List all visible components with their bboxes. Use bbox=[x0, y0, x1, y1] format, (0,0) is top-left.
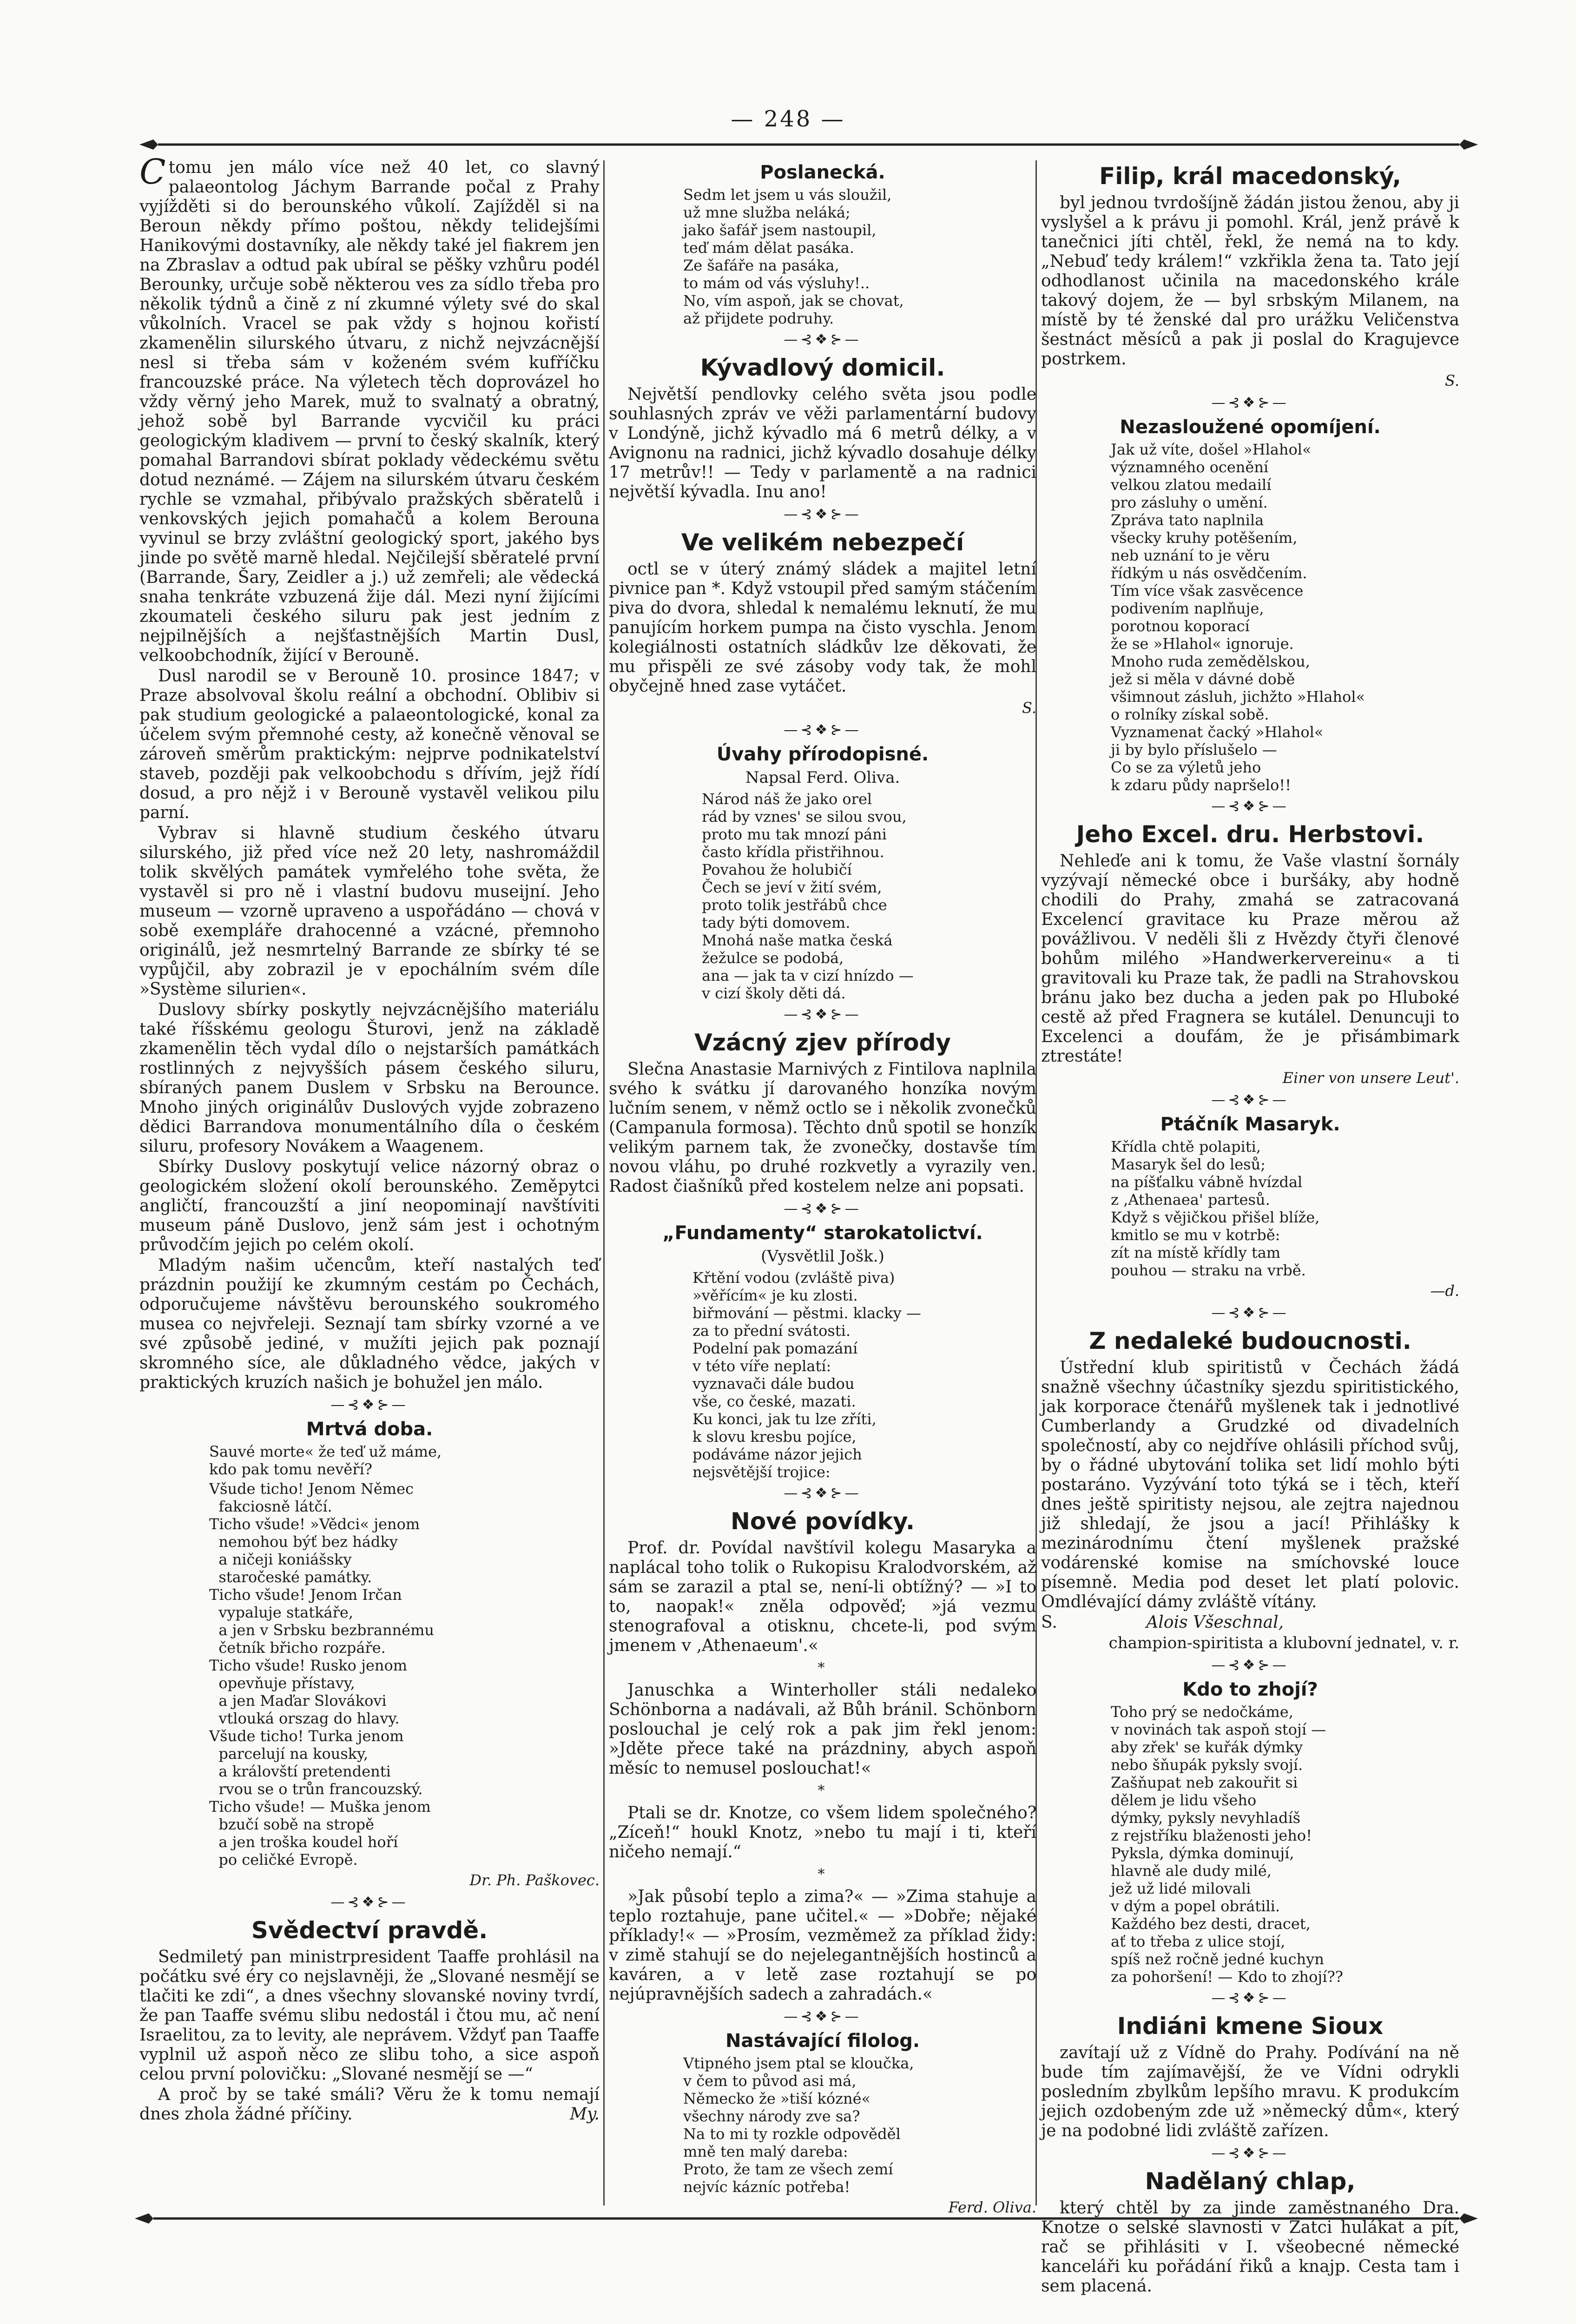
article-filip-text: byl jednou tvrdošíjně žádán jistou ženou, aby ji vyslyšel a k právu ji pomohl. Král, jenž právě k tanečnici jíti chtěl, řekl, že nemá na to kdy. „Nebuď tedy králem!“ vzkřikla žena ta. Tato její odhodlanost učinila na macedonského krále takový dojem, že — byl srbským Milanem, na místě by té ženské dal pro urážku Veličenstva šestnáct měsíců a pak ji poslal do Kragujevce postrkem. bbox=[1041, 193, 1459, 369]
poem-nastavajici-title: Nastávající filolog. bbox=[725, 2030, 920, 2052]
poem-kdo: Toho prý se nedočkáme, v novinách tak aspoň stojí — aby zřek' se kuřák dýmky nebo šňupák pyksly svojí. Zašňupat neb zakouřit si dělem je lidu všeho dýmky, pyksly nevyhladíš z rejstříku blaženosti jeho! Pyksla, dýmka dominují, hlavně ale dudy milé, jež už lidé milovali v dým a popel obrátili. Každého bez desti, dracet, ať to třeba z ulice stojí, spíš než ročně jedné kuchyn za pohoršení! — Kdo to zhojí?? bbox=[1111, 1703, 1343, 1986]
ornament: —⊰❖⊱— bbox=[330, 1397, 409, 1413]
ornament: —⊰❖⊱— bbox=[1211, 1305, 1289, 1321]
poem-fundamenty: Křtění vodou (zvláště piva) »věřícím« je ku zlosti. biřmování — pěstmi. klacky — za to přední svátosti. Podelní pak pomazání v této víře neplatí: vyznavači dále budou vše, co české, mazati. Ku konci, jak tu lze zříti, k slovu kresbu pojíce, podáváme názor jejich nejsvětější trojice: bbox=[692, 1269, 921, 1481]
article-budoucnost-sign: S. Alois Všeschnal, bbox=[1041, 1613, 1284, 1632]
ornament: —⊰❖⊱— bbox=[784, 1006, 862, 1023]
ornament: —⊰❖⊱— bbox=[330, 1894, 409, 1910]
article-nadelany-title: Nadělaný chlap, bbox=[1145, 2168, 1356, 2195]
article-povidky-p1: Prof. dr. Povídal navštívil kolegu Masaryka a naplácal toho tolik o Rukopisu Kralodvorském, až sám se zarazil a ptal se, není-li obtížný? — »I to to, naopak!« zněla odpověď; »já vezmu stenografoval a otisknu, chcete-li, pod svým jmenem v ‚Athenaeum'.« bbox=[609, 1538, 1036, 1655]
ornament: —⊰❖⊱— bbox=[1211, 2145, 1289, 2161]
article-povidky-p2: Januschka a Winterholler stáli nedaleko Schönborna a nadávali, až Bůh bránil. Schönborn poslouchal je celý rok a pak jim řekl jenom: »Jděte přece také na prázdniny, abych aspoň měsíc to nemusel poslouchat!« bbox=[609, 1681, 1036, 1778]
poem-kdo-title: Kdo to zhojí? bbox=[1182, 1679, 1318, 1700]
ornament: * bbox=[818, 1783, 828, 1799]
article-herbst-signature: Einer von unsere Leut'. bbox=[1282, 1069, 1459, 1087]
poem-poslanecka-title: Poslanecká. bbox=[760, 162, 885, 183]
poem-mrtva-doba-intro: Sauvé morte« že teď už máme, kdo pak tomu nevěří? bbox=[209, 1443, 442, 1478]
article-filip-signature: S. bbox=[1445, 372, 1459, 390]
poem-fundamenty-title: „Fundamenty“ starokatolictví. bbox=[662, 1222, 983, 1244]
poem-uvahy: Národ náš že jako orel rád by vznes' se silou svou, proto mu tak mnozí páni často křídla přistřihnou. Povahou že holubičí Čech se jeví v žití svém, proto tolik jestřábů chce tady býti domovem. Mnohá naše matka česká žežulce se podobá, ana — jak ta v cizí hnízdo — v cizí školy děti dá. bbox=[702, 790, 914, 1002]
poem-fundamenty-author: (Vysvětlil Jošk.) bbox=[761, 1247, 884, 1266]
ornament: —⊰❖⊱— bbox=[1211, 395, 1289, 411]
article-barrande-intro: tomu jen málo více než 40 let, co slavný palaeontolog Jáchym Barrande počal z Prahy vyjížděti si do berounského vůkolí. Zajížděl si na Beroun někdy přímo poštou, někdy telidejšími Hanikovými dostavníky, ale někdy také jel fiakrem jen na Zbraslav a odtud pak ubíral se pěšky vzhůru podél Berounky, určuje sobě některou ves za sídlo třeba pro několik týdnů a čině z ní zkumné výlety své do skal vůkolních. Vracel se pak vždy s hojnou kořistí zkamenělin silurského útvaru, z nichž nejvzácnější nesl si třeba sám v koženém svém kufříčku francouzské práce. Na výletech těch doprovázel ho vždy věrný jeho Marek, muž to svalnatý a obratný, jehož sobě byl Barrande vycvičil ku práci geologickým kladivem — první to český skalník, který pomahal Barrandovi sbírat poklady vědeckému světu dotud neznámé. — Zájem na silurském útvaru českém rychle se vzmahal, přibývalo pražských sběratelů i venkovských jejich pomahačů a kolem Berouna vyvinul se brzy zvláštní geologický sport, jakého bys jinde po světě marně hledal. Nejčilejší sběratelé první (Barrande, Šary, Zeidler a j.) už zemřeli; ale vědecká snaha tenkráte vzbuzená žije dál. Mezi nyní žijícími zkoumateli českého siluru pak jest jedním z nejpilnějších a nejšťastnějších Martin Dusl, velkoobchodník, žijící v Berouně. bbox=[139, 158, 600, 665]
column-2 bbox=[609, 158, 1036, 2219]
column-divider-1 bbox=[603, 160, 605, 2205]
article-nebezpeci-signature: S. bbox=[1022, 699, 1036, 717]
article-povidky-p3: Ptali se dr. Knotze, co všem lidem společného? „Zíceň!“ houkl Knotz, »nebo tu mají i ti, kteří ničeho nemají.“ bbox=[609, 1803, 1036, 1862]
poem-nastavajici: Vtipného jsem ptal se kloučka, v čem to původ asi má, Německo že »tiší kózné« všechny národy zve sa? Na to mi ty rozkle odpověděl mně ten malý dareba: Proto, že tam ze všech zemí nejvíc kázníc potřeba! bbox=[683, 2054, 914, 2196]
column-3 bbox=[1041, 158, 1459, 2297]
article-budoucnost-text: Ústřední klub spiritistů v Čechách žádá snažně všechny účastníky sjezdu spiritistického, jak korporace čtenářů myšlenek tak i jednotlivé Cumberlandy a Grudzké od divadelních společností, aby co nejdříve ohlásili příchod svůj, by o řádné ubytování tolika set lidí mohlo býti postaráno. Vyzývání toto týká se i těch, kteří dnes ještě spiritisty nejsou, ale zejtra najednou již shledají, že jsou a jací! Přihlášky k mezinárodnímu čtení myšlenek pražské vodárenské komise na smíchovské louce písemně. Media pod deset let platí polovic. Omdlévající dámy zvláště vítány. bbox=[1041, 1358, 1459, 1611]
article-vzacny-title: Vzácný zjev přírody bbox=[694, 1029, 951, 1056]
poem-mrtva-doba: Všude ticho! Jenom Němec fakciosně látčí. Ticho všude! »Vědci« jenom nemohou býť bez hádky a ničeji koniášsky staročeské památky. Ticho všude! Jenom Irčan vypaluje statkáře, a jen v Srbsku bezbrannému četník břicho rozpáře. Ticho všude! Rusko jenom opevňuje přístavy, a jen Maďar Slovákovi vtlouká orszag do hlavy. Všude ticho! Turka jenom parcelují na kousky, a královští pretendenti rvou se o trůn francouzský. Ticho všude! — Muška jenom bzučí sobě na stropě a jen troška koudel hoří po celičké Evropě. bbox=[209, 1480, 435, 1868]
poem-mrtva-doba-signature: Dr. Ph. Paškovec. bbox=[469, 1871, 600, 1889]
article-kyvadlovy-text: Největší pendlovky celého světa jsou podle souhlasných zpráv ve věži parlamentární budovy v Londýně, jichž kývadlo má 6 metrů délky, a v Avignonu na radnici, jichž kývadlo dosahuje délky 17 metrův!! — Tedy v parlamentě a na radnici největší kývadla. Inu ano! bbox=[609, 385, 1036, 502]
ornament: * bbox=[818, 1866, 828, 1882]
ornament: * bbox=[818, 1660, 828, 1676]
ornament: —⊰❖⊱— bbox=[784, 722, 862, 738]
top-ornamental-rule bbox=[139, 139, 1478, 150]
bottom-ornamental-rule bbox=[135, 2213, 1478, 2224]
article-svedectvi-end: A proč by se také smáli? Věru že k tomu nemají dnes zhola žádné příčiny. My. bbox=[139, 2085, 600, 2124]
ornament: —⊰❖⊱— bbox=[784, 331, 862, 348]
poem-ptacnik: Křídla chtě polapiti, Masaryk šel do lesů; na píšťalku vábně hvízdal z ‚Athenaea' partesů. Když s vějičkou přišel blíže, kmitlo se mu v kotrbě: zít na místě křídly tam pouhou — straku na vrbě. bbox=[1111, 1138, 1320, 1279]
poem-ptacnik-title: Ptáčník Masaryk. bbox=[1160, 1114, 1340, 1135]
article-sioux-title: Indiáni kmene Sioux bbox=[1117, 2013, 1384, 2040]
poem-uvahy-title: Úvahy přírodopisné. bbox=[716, 744, 929, 765]
ornament: —⊰❖⊱— bbox=[1211, 1657, 1289, 1673]
ornament: —⊰❖⊱— bbox=[784, 1201, 862, 1217]
article-svedectvi-signature: My. bbox=[570, 2105, 600, 2124]
article-dusl-p5: Sbírky Duslovy poskytují velice názorný obraz o geologickém složení okolí berounského. Zeměpytci angličtí, francouzští a jiní neopominají navštíviti museum páně Duslovo, jenž sám jest i ochotným průvodčím jejich po celém okolí. bbox=[139, 1157, 600, 1254]
article-dusl-p3: Vybrav si hlavně studium českého útvaru silurského, již před více než 20 lety, nashromáždil tolik skvělých památek vymřelého tohe světa, že vystavěl si pro ně i vlastní budovu museijní. Jeho museum — vzorně upraveno a uspořádáno — chová v sobě exempláře drahocenné a vzácné, přemnoho originálů, jež nesmrtelný Barrande ze sbírky té se vypůjčil, aby zobrazil je v epochálním svém díle »Système silurien«. bbox=[139, 824, 600, 999]
article-dusl-p4: Duslovy sbírky poskytly nejvzácnějšího materiálu také říšskému geologu Šturovi, jenž na základě zkamenělin těch vydal dílo o nejstarších památkách rostlinných z nejvyšších pásem českého siluru, sbíraných panem Duslem v Srbsku na Berounce. Mnoho jiných originálův Duslových vyjde zobrazeno dědici Barrandova monumentálního díla o českém siluru, profesory Novákem a Waagenem. bbox=[139, 1000, 600, 1156]
article-nebezpeci-text: octl se v úterý známý sládek a majitel letní pivnice pan *. Když vstoupil před samým stáčením piva do dvora, shledal k nemalému leknutí, že mu panujícím horkem pumpa na čisto vyschla. Jenom kolegiálnosti ostatních sládkův lze děkovati, že mu přispěli ze své zásoby vody tak, že mohl obyčejně hned zase vytáčet. bbox=[609, 560, 1036, 696]
article-nadelany-text: který chtěl by za jinde zaměstnaného Dra. Knotze o selské slavnosti v Žatci hulákat a pít, rač se přihlásiti v I. všeobecné německé kanceláři ku pořádání řiků a knajp. Cesta tam i sem placená. bbox=[1041, 2199, 1459, 2296]
ornament: —⊰❖⊱— bbox=[1211, 1092, 1289, 1108]
article-filip-title: Filip, král macedonský, bbox=[1099, 163, 1401, 190]
article-svedectvi-title: Svědectví pravdě. bbox=[251, 1917, 488, 1944]
ornament: —⊰❖⊱— bbox=[1211, 1990, 1289, 2006]
initial-letter: C bbox=[139, 152, 166, 192]
article-kyvadlovy-title: Kývadlový domicil. bbox=[700, 354, 945, 381]
article-nebezpeci-title: Ve velikém nebezpečí bbox=[681, 529, 964, 556]
article-dusl-p2: Dusl narodil se v Berouně 10. prosince 1847; v Praze absolvoval školu reální a obchodní. Oblibiv si pak studium geologické a palaeontologické, konal za účelem svým přemnohé cesty, až konečně věnoval se zároveň směrům praktickým: nejprve podnikatelství staveb, později pak velkoobchodu s dřívím, jejž řídí dosud, a pro nějž i v Berouně vystavěl velikou pilu parní. bbox=[139, 667, 600, 822]
article-povidky-title: Nové povídky. bbox=[730, 1508, 915, 1535]
article-budoucnost-sign-role: champion-spiritista a klubovní jednatel, v. r. bbox=[1108, 1634, 1459, 1652]
article-sioux-text: zavítají už z Vídně do Prahy. Podívání na ně bude tím zajímavější, že ve Vídni odrykli posledním zbylkům lepšího mravu. K produkcím jejich ozdobeným zde už »německý dům«, který je na podobné lidi zvláště zařízen. bbox=[1041, 2043, 1459, 2140]
ornament: —⊰❖⊱— bbox=[1211, 798, 1289, 814]
article-povidky-p4: »Jak působí teplo a zima?« — »Zima stahuje a teplo roztahuje, pane učitel.« — »Dobře; nějaké příklady!« — »Prosím, vezměmež za příklad židy: v zimě stahují se do nejelegantnějších hostinců a kaváren, a v letě zase roztahují se po nejúpravnějších sadech a zahradách.« bbox=[609, 1887, 1036, 2004]
poem-ptacnik-signature: —d. bbox=[1430, 1282, 1459, 1300]
article-herbst-title: Jeho Excel. dru. Herbstovi. bbox=[1076, 821, 1424, 848]
column-1 bbox=[139, 152, 600, 2125]
article-vzacny-text: Slečna Anastasie Marnivých z Fintilova naplnila svého k svátku jí darovaného honzíka novým lučním senem, v němž octlo se i několik zvonečků (Campanula formosa). Těchto dnů spotil se honzík velikým parnem tak, že zvonečky, dostavše tím novou vláhu, po druhé rozkvetly a vyrazily ven. Radost čiašníků před kostelem nelze ani popsati. bbox=[609, 1060, 1036, 1196]
poem-nezaslouzene-title: Nezasloužené opomíjení. bbox=[1120, 416, 1381, 438]
article-dusl-p6: Mladým našim učencům, kteří nastalých teď prázdnin použijí ke zkumným cestám po Čechách, odporučujeme návštěvu berounského soukromého musea co nejvřeleji. Seznají tam sbírky vzorné a ve své způsobě jediné, v mužíti jejich pak poznají skromného síce, ale důkladného vědce, jakých v praktických kruzích našich je bohužel jen málo. bbox=[139, 1256, 600, 1392]
poem-poslanecka: Sedm let jsem u vás sloužil, už mne služba neláká; jako šafář jsem nastoupil, teď mám dělat pasáka. Ze šafáře na pasáka, to mám od vás výsluhy!.. No, vím aspoň, jak se chovat, až přijdete podruhy. bbox=[683, 186, 904, 327]
ornament: —⊰❖⊱— bbox=[784, 1485, 862, 1501]
page-number: — 248 — bbox=[731, 106, 845, 132]
article-budoucnost-title: Z nedaleké budoucnosti. bbox=[1089, 1327, 1411, 1354]
article-svedectvi-text: Sedmiletý pan ministrpresident Taaffe prohlásil na počátku své éry co nejslavněji, že „Slované nesmějí se tlačiti ke zdi“, a dnes všechny slovanské noviny tvrdí, že pan Taaffe svému slibu nedostál i čtou mu, ač není Israelitou, za to levity, ale neprávem. Vždyť pan Taaffe vyplnil už aspoň něco ze slibu toho, a sice aspoň celou první polovičku: „Slované nesmějí se —“ bbox=[139, 1948, 600, 2084]
article-herbst-text: Nehleďe ani k tomu, že Vaše vlastní šornály vyzývají německé obce i buršáky, aby hodně chodili do Prahy, zmahá se zatracovaná Excelencí gravitace ku Praze měrou až povážlivou. V neděli šli z Hvězdy čtyři členové bohům milého »Handwerkervereinu« a ti gravitovali ku Praze tak, že padli na Strahovskou bránu jako bez ducha a jeden pak po Hluboké cestě až před Fragnera se kutálel. Denuncuji to Excelenci a doufám, že je přisámbimark ztrestáte! bbox=[1041, 852, 1459, 1066]
poem-nastavajici-signature: Ferd. Oliva. bbox=[948, 2199, 1036, 2216]
poem-nezaslouzene: Jak už víte, došel »Hlahol« významného ocenění velkou zlatou medailí pro zásluhy o umění. Zpráva tato naplnila všecky kruhy potěšením, neb uznání to je věru řídkým u nás osvědčením. Tím více však zasvěcence podivením naplňuje, porotnou koporací že se »Hlahol« ignoruje. Mnoho ruda zemědělskou, jež si měla v dávné době všimnout zásluh, jichžto »Hlahol« o rolníky získal sobě. Vyznamenat čacký »Hlahol« ji by bylo příslušelo — Co se za výletů jeho k zdaru půdy napršelo!! bbox=[1111, 441, 1365, 794]
ornament: —⊰❖⊱— bbox=[784, 2008, 862, 2025]
poem-uvahy-author: Napsal Ferd. Oliva. bbox=[745, 768, 900, 787]
ornament: —⊰❖⊱— bbox=[784, 506, 862, 522]
poem-mrtva-doba-title: Mrtvá doba. bbox=[306, 1419, 433, 1440]
